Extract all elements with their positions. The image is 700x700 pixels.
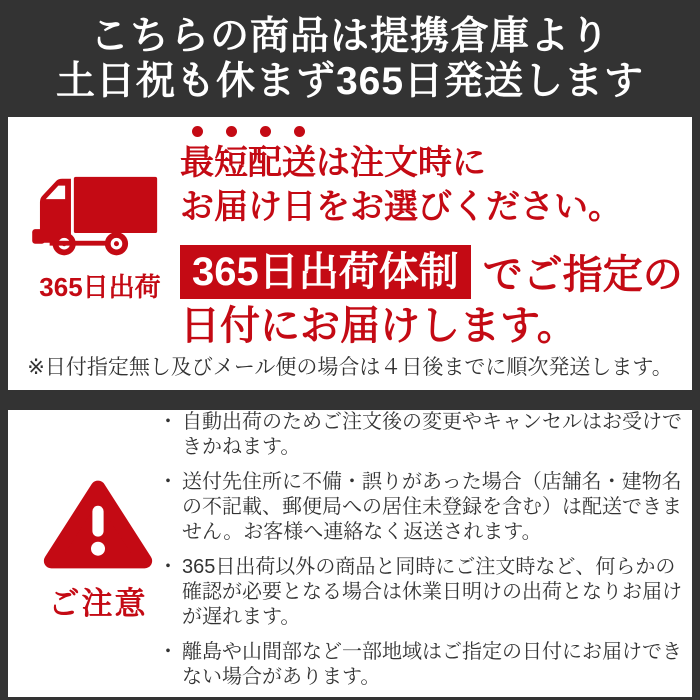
panel-divider [0, 390, 700, 403]
header-banner [0, 0, 700, 117]
emphasis-dot [260, 126, 271, 137]
truck-column [28, 173, 172, 304]
delivery-truck-icon [31, 173, 169, 265]
list-item [158, 470, 684, 545]
shipping-note: ※日付指定無し及びメール便の場合は４日後までに順次発送します。 [27, 356, 673, 379]
shipping-highlight-row [180, 243, 692, 300]
warning-triangle-icon [42, 474, 154, 574]
list-item [158, 555, 684, 630]
notice-text: 自動出荷のためご注文後の変更やキャンセルはお受けできかねます。 [182, 411, 682, 458]
bullet-marker: ・ [158, 556, 178, 578]
after-box-text: でご指定の [482, 253, 683, 297]
emphasis-dots [192, 126, 692, 137]
notice-text: 365日出荷以外の商品と同時にご注文時など、何らかの確認が必要となる場合は休業日明けの出荷となりお届けが遅れます。 [182, 556, 682, 628]
bullet-marker: ・ [158, 411, 178, 433]
list-item [158, 410, 684, 460]
emphasis-dot [226, 126, 237, 137]
shipping-heading-line-2: お届け日をお選びください。 [180, 188, 622, 226]
emphasis-dot [294, 126, 305, 137]
emphasis-dot [192, 126, 203, 137]
list-item [158, 640, 684, 690]
caution-column [32, 474, 164, 623]
shipping-heading-line-1: 最短配送は注文時に [180, 144, 486, 182]
shipping-panel [8, 117, 692, 390]
notice-text: 送付先住所に不備・誤りがあった場合（店舗名・建物名の不記載、郵便局への居住未登録を含む）は配送できません。お客様へ連絡なく返送されます。 [182, 471, 682, 543]
header-line-2: 土日祝も休まず365日発送します [55, 59, 645, 103]
bullet-marker: ・ [158, 641, 178, 663]
caution-notes-list [158, 410, 684, 690]
notice-text: 離島や山間部など一部地域はご指定の日付にお届けできない場合があります。 [182, 641, 682, 688]
shipping-text-block [180, 117, 692, 352]
shipping-heading-line-3: 日付にお届けします。 [180, 304, 577, 348]
caution-panel [8, 410, 692, 697]
caution-label: ご注意 [48, 586, 148, 621]
bullet-marker: ・ [158, 471, 178, 493]
header-line-1: こちらの商品は提携倉庫より [89, 14, 610, 58]
truck-label: 365日出荷 [39, 272, 161, 302]
highlight-box-label: 365日出荷体制 [180, 245, 471, 299]
